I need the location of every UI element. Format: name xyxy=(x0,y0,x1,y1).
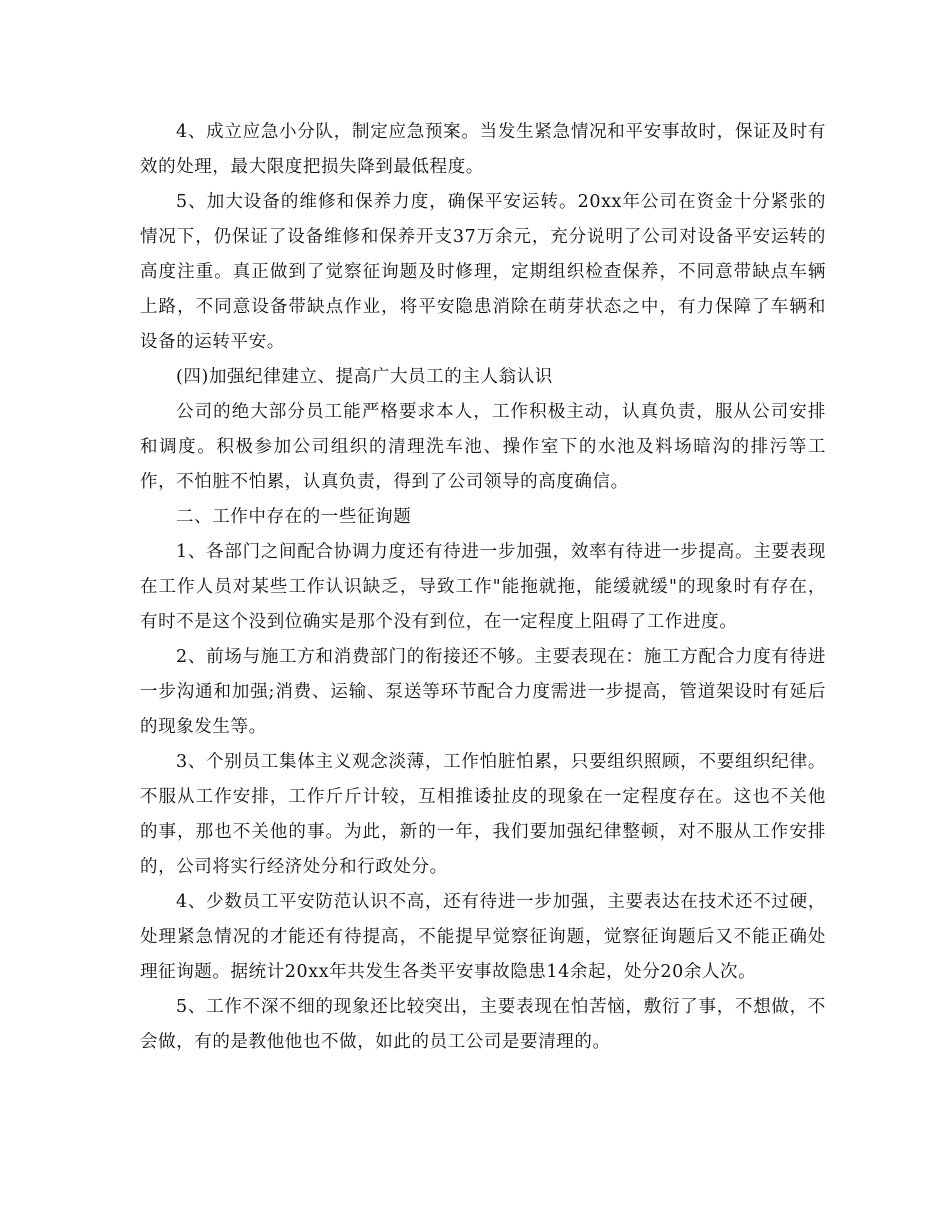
document-body xyxy=(140,115,826,1060)
paragraph-staff-performance: 公司的绝大部分员工能严格要求本人，工作积极主动，认真负责，服从公司安排和调度。积极参加公司组织的清理洗车池、操作室下的水池及料场暗沟的排污等工作，不怕脏不怕累，认真负责，得到了公司领导的高度确信。 xyxy=(140,402,826,492)
paragraph-equipment-maintenance: 5、加大设备的维修和保养力度，确保平安运转。20xx年公司在资金十分紧张的情况下，仍保证了设备维修和保养开支37万余元，充分说明了公司对设备平安运转的高度注重。真正做到了觉察征询题及时修理，定期组织检查保养，不同意带缺点车辆上路，不同意设备带缺点作业，将平安隐患消除在萌芽状态之中，有力保障了车辆和设备的运转平安。 xyxy=(140,192,826,352)
paragraph-problem-connection: 2、前场与施工方和消费部门的衔接还不够。主要表现在：施工方配合力度有待进一步沟通和加强;消费、运输、泵送等环节配合力度需进一步提高，管道架设时有延后的现象发生等。 xyxy=(140,647,826,737)
paragraph-problem-coordination: 1、各部门之间配合协调力度还有待进一步加强，效率有待进一步提高。主要表现在工作人员对某些工作认识缺乏，导致工作"能拖就拖，能缓就缓"的现象时有存在，有时不是这个没到位确实是那个没有到位，在一定程度上阻碍了工作进度。 xyxy=(140,542,826,632)
paragraph-problem-collectivism: 3、个别员工集体主义观念淡薄，工作怕脏怕累，只要组织照顾，不要组织纪律。不服从工作安排，工作斤斤计较，互相推诿扯皮的现象在一定程度存在。这也不关他的事，那也不关他的事。为此，新的一年，我们要加强纪律整顿，对不服从工作安排的，公司将实行经济处分和行政处分。 xyxy=(140,752,826,877)
section-heading-problems: 二、工作中存在的一些征询题 xyxy=(176,507,412,527)
paragraph-emergency-team: 4、成立应急小分队，制定应急预案。当发生紧急情况和平安事故时，保证及时有效的处理，最大限度把损失降到最低程度。 xyxy=(140,122,826,177)
paragraph-problem-safety: 4、少数员工平安防范认识不高，还有待进一步加强，主要表达在技术还不过硬，处理紧急情况的才能还有待提高，不能提早觉察征询题，觉察征询题后又不能正确处理征询题。据统计20xx年共发生各类平安事故隐患14余起，处分20余人次。 xyxy=(140,892,826,982)
paragraph-problem-work-depth: 5、工作不深不细的现象还比较突出，主要表现在怕苦恼，敷衍了事，不想做，不会做，有的是教他他也不做，如此的员工公司是要清理的。 xyxy=(140,997,826,1052)
section-heading-discipline: (四)加强纪律建立、提高广大员工的主人翁认识 xyxy=(176,367,553,387)
